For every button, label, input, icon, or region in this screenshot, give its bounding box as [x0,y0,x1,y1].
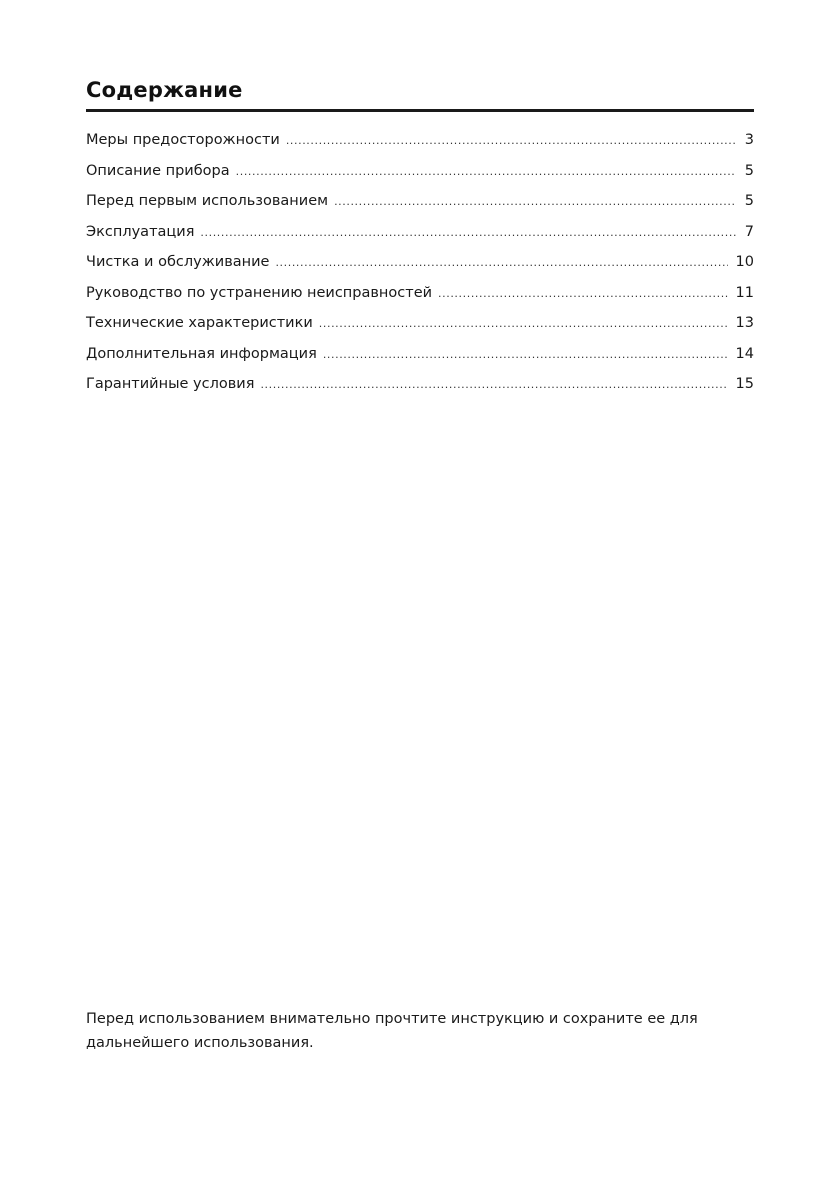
toc-page-number: 5 [744,193,754,209]
toc-entry-warranty[interactable] [86,376,754,407]
toc-dot-leader [286,134,736,147]
toc-dot-leader [319,317,728,330]
page-title: Содержание [86,78,243,102]
toc-page-number: 5 [744,162,754,179]
toc-entry-cleaning-maintenance[interactable] [86,254,754,285]
toc-entry-specifications[interactable] [86,315,754,346]
toc-entry-device-description[interactable] [86,163,754,194]
toc-entry-label: Меры предосторожности [86,132,280,148]
usage-note: Перед использованием внимательно прочтите инструкцию и сохраните ее для дальнейшего использования. [86,1011,698,1051]
toc-page-number: 15 [735,376,754,392]
toc-entry-label: Дополнительная информация [86,345,317,362]
toc-entry-precautions[interactable] [86,132,754,163]
toc-entry-label: Технические характеристики [86,315,313,331]
toc-entry-before-first-use[interactable] [86,193,754,224]
toc-page-number: 13 [735,315,754,331]
toc-dot-leader [260,378,727,391]
toc-entry-label: Эксплуатация [86,223,195,240]
toc-page-number: 14 [735,345,754,362]
toc-entry-label: Чистка и обслуживание [86,254,270,270]
toc-entry-troubleshooting[interactable] [86,285,754,316]
toc-entry-operation[interactable] [86,224,754,255]
toc-dot-leader [236,165,736,178]
toc-dot-leader [275,256,727,269]
toc-entry-additional-info[interactable] [86,346,754,377]
toc-page-number: 3 [744,132,754,148]
title-underline [86,109,754,112]
toc-page-number: 10 [735,254,754,270]
toc-entry-label: Гарантийные условия [86,376,255,392]
toc-dot-leader [200,226,736,239]
toc-dot-leader [334,195,736,208]
toc-entry-label: Перед первым использованием [86,193,329,209]
toc-entry-label: Описание прибора [86,162,230,179]
toc-page-number: 7 [744,223,754,240]
table-of-contents [86,132,754,407]
toc-entry-label: Руководство по устранению неисправностей [86,284,433,301]
toc-dot-leader [438,287,728,300]
toc-dot-leader [323,348,728,361]
toc-page-number: 11 [735,284,754,301]
